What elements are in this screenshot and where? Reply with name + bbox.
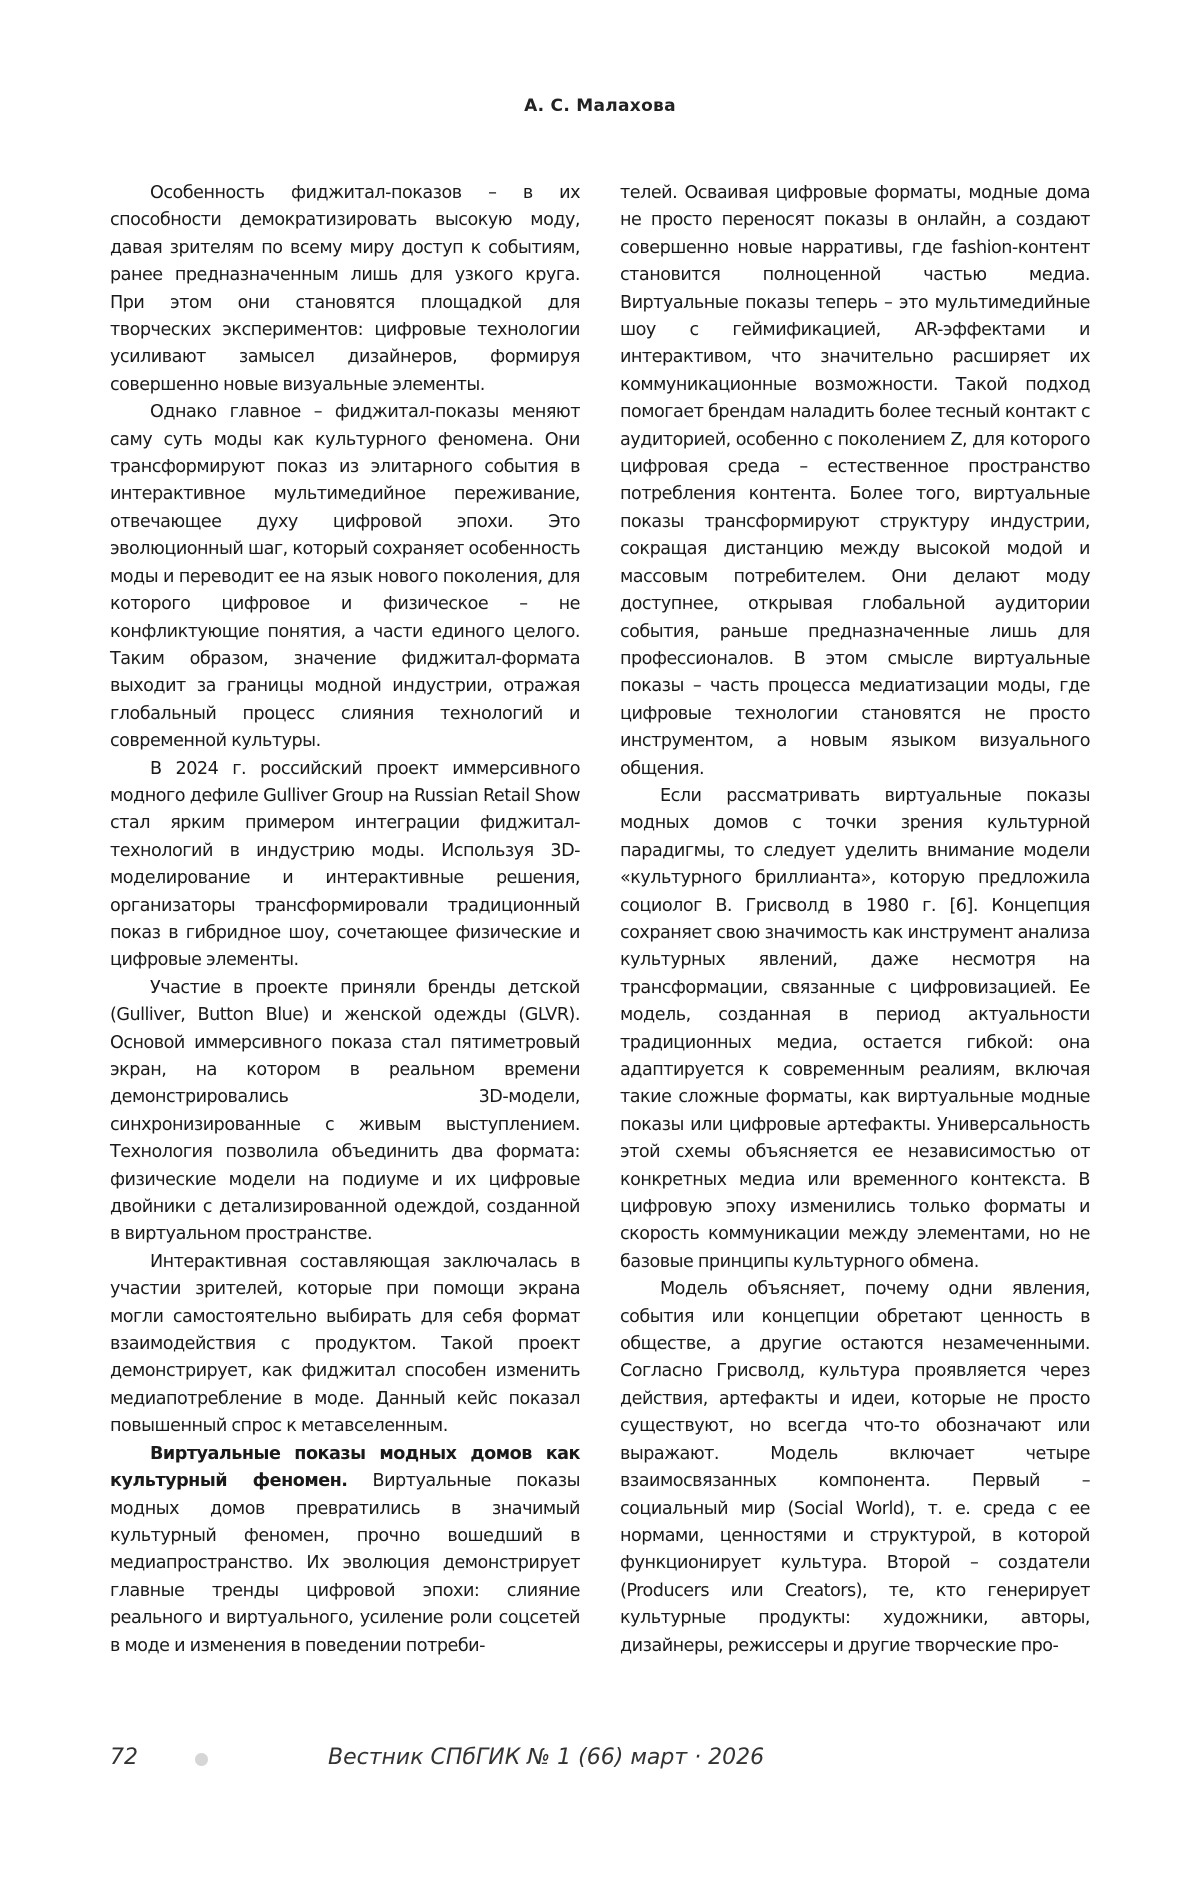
paragraph: Особенность фиджитал-показов – в их способности демократизировать высокую моду, давая зрителям по всему миру доступ к событиям, ранее предназначенным лишь для узкого круга. При этом они становятся площадкой для творческих экспериментов: цифровые технологии усиливают замысел дизайнеров, формируя совершенно новые визуальные элементы.: [110, 183, 580, 395]
paragraph: Интерактивная составляющая заключалась в участии зрителей, которые при помощи экрана могли самостоятельно выбирать для себя формат взаимодействия с продуктом. Такой проект демонстрирует, как фиджитал способен изменить медиапотребление в моде. Данный кейс показал повышенный спрос к метавселенным.: [110, 1251, 580, 1437]
journal-name: Вестник СПбГИК № 1 (66) март · 2026: [328, 1745, 765, 1770]
paragraph-continued: телей. Осваивая цифровые форматы, модные дома не просто переносят показы в онлайн, а создают совершенно новые нарративы, где fashion-контент становится полноценной частью медиа. Виртуальные показы теперь – это мультимедийные шоу с геймификацией, AR-эффектами и интерактивом, что значительно расширяет их коммуникационные возможности. Такой подход помогает брендам наладить более тесный контакт с аудиторией, особенно с поколением Z, для которого цифровая среда – естественное пространство потребления контента. Более того, виртуальные показы трансформируют структуру индустрии, сокращая дистанцию между высокой модой и массовым потребителем. Они делают моду доступнее, открывая глобальной аудитории события, раньше предназначенные лишь для профессионалов. В этом смысле виртуальные показы – часть процесса медиатизации моды, где цифровые технологии становятся не просто инструментом, а новым языком визуального общения.: [620, 183, 1090, 779]
page-number: 72: [110, 1745, 138, 1770]
paragraph: В 2024 г. российский проект иммерсивного модного дефиле Gulliver Group на Russian Retail Show стал ярким примером интеграции фиджитал-технологий в индустрию моды. Используя 3D-моделирование и интерактивные решения, организаторы трансформировали традиционный показ в гибридное шоу, сочетающее физические и цифровые элементы.: [110, 758, 580, 971]
section-heading: Виртуальные показы модных домов как культурный феномен.: [110, 1443, 580, 1492]
paragraph-text: Виртуальные показы модных домов превратились в значимый культурный феномен, прочно вошедший в медиапространство. Их эволюция демонстрирует главные тренды цифровой эпохи: слияние реального и виртуального, усиление роли соцсетей в моде и изменения в поведении потреби-: [110, 1471, 580, 1656]
paragraph: Однако главное – фиджитал-показы меняют саму суть моды как культурного феномена. Они трансформируют показ из элитарного события в интерактивное мультимедийное переживание, отвечающее духу цифровой эпохи. Это эволюционный шаг, который сохраняет особенность моды и переводит ее на язык нового поколения, для которого цифровое и физическое – не конфликтующие понятия, а части единого целого. Таким образом, значение фиджитал-формата выходит за границы модной индустрии, отражая глобальный процесс слияния технологий и современной культуры.: [110, 402, 580, 752]
paragraph-with-run-in-heading: [110, 1441, 580, 1660]
running-head-author: А. С. Малахова: [524, 96, 676, 116]
paragraph: Участие в проекте приняли бренды детской (Gulliver, Button Blue) и женской одежды (GLVR). Основой иммерсивного показа стал пятиметровый экран, на котором в реальном времени демонстрировались 3D-модели, синхронизированные с живым выступлением. Технология позволила объединить два формата: физические модели на подиуме и их цифровые двойники с детализированной одеждой, созданной в виртуальном пространстве.: [110, 977, 580, 1245]
bullet-dot-icon: [195, 1753, 208, 1766]
right-column: [620, 180, 1090, 1660]
left-column: [110, 180, 580, 1660]
paragraph: Если рассматривать виртуальные показы модных домов с точки зрения культурной парадигмы, то следует уделить внимание модели «культурного бриллианта», которую предложила социолог В. Грисволд в 1980 г. [6]. Концепция сохраняет свою значимость как инструмент анализа культурных явлений, даже несмотря на трансформации, связанные с цифровизацией. Ее модель, созданная в период актуальности традиционных медиа, остается гибкой: она адаптируется к современным реалиям, включая такие сложные форматы, как виртуальные модные показы или цифровые артефакты. Универсальность этой схемы объясняется ее независимостью от конкретных медиа или временного контекста. В цифровую эпоху изменились только форматы и скорость коммуникации между элементами, но не базовые принципы культурного обмена.: [620, 785, 1090, 1272]
paragraph: Модель объясняет, почему одни явления, события или концепции обретают ценность в обществе, а другие остаются незамеченными. Согласно Грисволд, культура проявляется через действия, артефакты и идеи, которые не просто существуют, но всегда что-то обозначают или выражают. Модель включает четыре взаимосвязанных компонента. Первый – социальный мир (Social World), т. е. среда с ее нормами, ценностями и структурой, в которой функционирует культура. Второй – создатели (Producers или Creators), те, кто генерирует культурные продукты: художники, авторы, дизайнеры, режиссеры и другие творческие про-: [620, 1279, 1090, 1656]
page-footer: [0, 1745, 1200, 1775]
